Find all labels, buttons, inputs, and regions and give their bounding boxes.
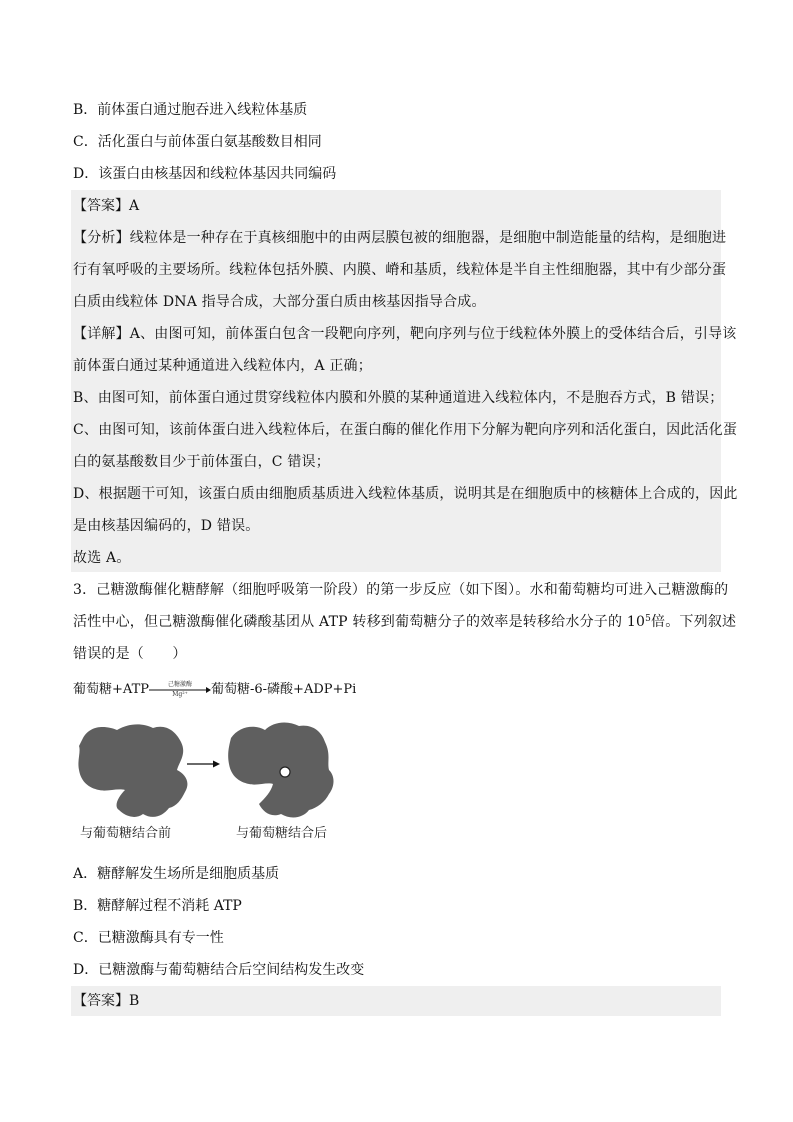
detail-line-7: 是由核基因编码的，D 错误。	[73, 518, 260, 534]
option-q3-d: D．已糖激酶与葡萄糖结合后空间结构发生改变	[73, 962, 365, 978]
detail-line-1: 【详解】A、由图可知，前体蛋白包含一段靶向序列，靶向序列与位于线粒体外膜上的受体结合后，引导该	[73, 326, 737, 342]
caption-before: 与葡萄糖结合前	[80, 826, 172, 841]
reaction-enzyme-label: 己糖激酶	[167, 680, 192, 688]
transition-arrow-head	[213, 761, 220, 768]
option-q3-c: C．已糖激酶具有专一性	[73, 930, 224, 946]
reaction-reactants: 葡萄糖+ATP	[73, 682, 149, 697]
answer-q3: 【答案】B	[73, 993, 140, 1009]
question3-line-1: 3．己糖激酶催化糖酵解（细胞呼吸第一阶段）的第一步反应（如下图）。水和葡萄糖均可进入己糖激酶的	[73, 582, 729, 598]
analysis-line-2: 行有氧呼吸的主要场所。线粒体包括外膜、内膜、嵴和基质，线粒体是半自主性细胞器，其中有少部分蛋	[73, 262, 727, 278]
reaction-equation	[73, 678, 356, 697]
option-q2-b: B．前体蛋白通过胞吞进入线粒体基质	[73, 102, 308, 118]
option-q3-a: A．糖酵解发生场所是细胞质基质	[73, 866, 280, 882]
option-q3-b: B．糖酵解过程不消耗 ATP	[73, 898, 242, 914]
glucose-icon	[280, 767, 290, 777]
reaction-arrow-icon	[149, 680, 211, 698]
caption-after: 与葡萄糖结合后	[236, 826, 328, 841]
question3-line-2: 活性中心，但己糖激酶催化磷酸基团从 ATP 转移到葡萄糖分子的效率是转移给水分子的 $10^5$倍。下列叙述	[73, 614, 737, 630]
reaction-products: 葡萄糖-6-磷酸+ADP+Pi	[211, 682, 357, 697]
question3-line-3: 错误的是（ ）	[73, 646, 187, 662]
reaction-cofactor-label: Mg²⁺	[172, 690, 188, 698]
detail-line-4: C、由图可知，该前体蛋白进入线粒体后，在蛋白酶的催化作用下分解为靶向序列和活化蛋白，因此活化蛋	[73, 422, 738, 438]
detail-line-3: B、由图可知，前体蛋白通过贯穿线粒体内膜和外膜的某种通道进入线粒体内，不是胞吞方式，B 错误；	[73, 390, 724, 406]
detail-line-5: 白的氨基酸数目少于前体蛋白，C 错误；	[73, 454, 330, 470]
enzyme-before-shape	[78, 724, 187, 817]
detail-line-2: 前体蛋白通过某种通道进入线粒体内，A 正确；	[73, 358, 372, 374]
analysis-line-1: 【分析】线粒体是一种存在于真核细胞中的由两层膜包被的细胞器，是细胞中制造能量的结构，是细胞进	[73, 230, 727, 246]
detail-line-6: D、根据题干可知，该蛋白质由细胞质基质进入线粒体基质，说明其是在细胞质中的核糖体上合成的，因此	[73, 486, 738, 502]
analysis-line-3: 白质由线粒体 DNA 指导合成，大部分蛋白质由核基因指导合成。	[73, 294, 486, 310]
option-q2-c: C．活化蛋白与前体蛋白氨基酸数目相同	[73, 134, 322, 150]
detail-line-8: 故选 A。	[73, 550, 131, 566]
answer-q2: 【答案】A	[73, 198, 140, 214]
option-q2-d: D．该蛋白由核基因和线粒体基因共同编码	[73, 166, 337, 182]
